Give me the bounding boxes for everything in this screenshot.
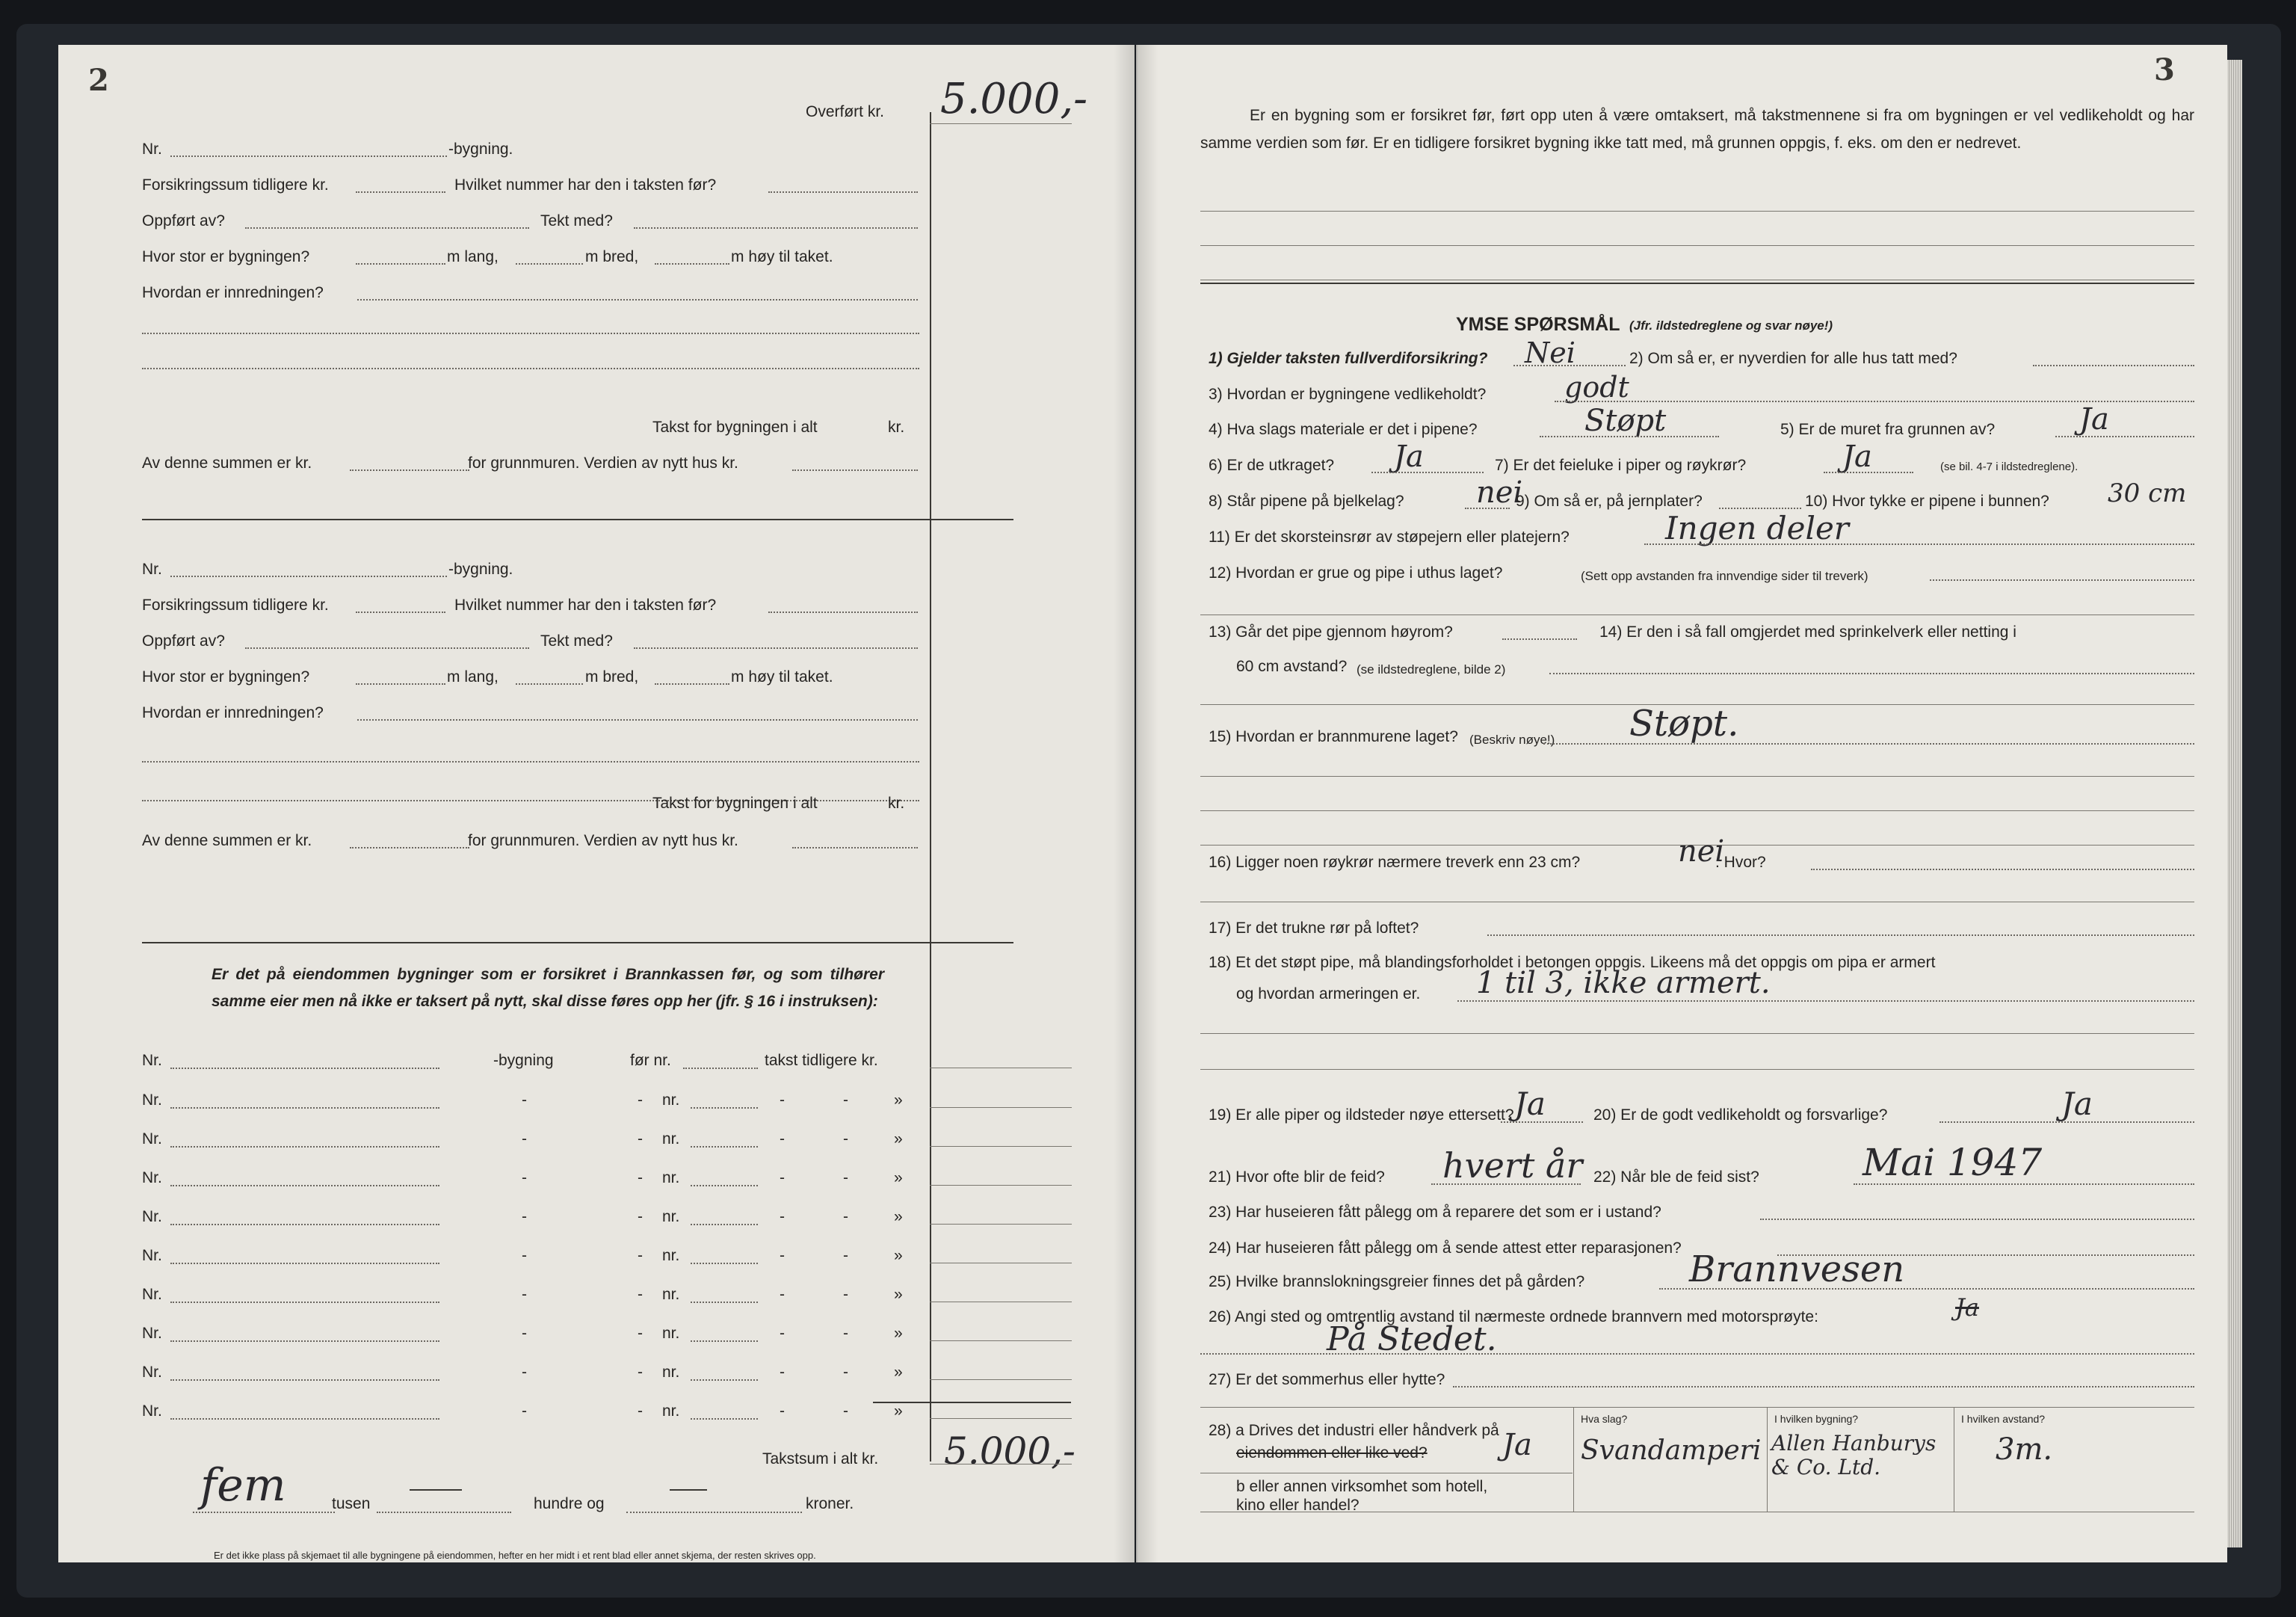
a10: 30 cm <box>2108 478 2187 508</box>
col-for-nr: før nr. <box>630 1052 671 1069</box>
row-quote: » <box>894 1325 903 1342</box>
q28b: b eller annen virksomhet som hotell, <box>1236 1478 1488 1495</box>
innredning-label: Hvordan er innredningen? <box>142 704 324 721</box>
row-nr: Nr. <box>142 1364 162 1381</box>
a16: nei <box>1678 834 1725 869</box>
row-dash: - <box>522 1402 527 1420</box>
a26-struck: Ja <box>1955 1293 1979 1322</box>
hvor-stor-label: Hvor stor er bygningen? <box>142 668 310 686</box>
q8: 8) Står pipene på bjelkelag? <box>1209 493 1404 510</box>
row-dots <box>170 1224 439 1225</box>
row-amount-line <box>930 1107 1072 1108</box>
takstsum-value: 5.000,- <box>944 1429 1076 1473</box>
takstsum-label: Takstsum i alt kr. <box>762 1450 879 1467</box>
row-dash: - <box>638 1247 643 1264</box>
row-dash: - <box>843 1402 848 1420</box>
row-dash: - <box>780 1169 785 1186</box>
row-dots <box>691 1418 758 1420</box>
row-dash: - <box>638 1325 643 1342</box>
row-dash: - <box>843 1091 848 1109</box>
row-dots <box>691 1340 758 1342</box>
a21: hvert år <box>1442 1145 1583 1186</box>
overfort-label: Overført kr. <box>806 103 884 120</box>
row-dash: - <box>843 1286 848 1303</box>
hvor-stor-label: Hvor stor er bygningen? <box>142 248 310 265</box>
m-bred-label: m bred, <box>585 668 639 686</box>
kroner-label: kroner. <box>806 1495 854 1512</box>
q13: 13) Går det pipe gjennom høyrom? <box>1209 623 1453 641</box>
row-nr: Nr. <box>142 1286 162 1303</box>
a19: Ja <box>1514 1085 1546 1122</box>
row-nr-short: nr. <box>662 1247 680 1264</box>
row-dash: - <box>638 1402 643 1420</box>
q2: 2) Om så er, er nyverdien for alle hus tatt med? <box>1629 350 1957 367</box>
a28-hva: Svandamperi <box>1581 1435 1762 1466</box>
row-dots <box>691 1379 758 1381</box>
page-number: 2 <box>88 63 109 98</box>
row-quote: » <box>894 1208 903 1225</box>
q11: 11) Er det skorsteinsrør av støpejern eller platejern? <box>1209 529 1570 546</box>
row-dots <box>170 1263 439 1264</box>
tusen-label: tusen <box>332 1495 371 1512</box>
row-dots <box>691 1107 758 1109</box>
row-amount-line <box>930 1185 1072 1186</box>
row-dash: - <box>522 1208 527 1225</box>
a25: Brannvesen <box>1689 1248 1905 1290</box>
a26: På Stedet. <box>1327 1320 1497 1358</box>
row-dash: - <box>522 1364 527 1381</box>
q16: 16) Ligger noen røykrør nærmere treverk enn 23 cm? <box>1209 854 1581 871</box>
row-amount-line <box>930 1224 1072 1225</box>
a3: godt <box>1564 371 1629 404</box>
row-dash: - <box>843 1169 848 1186</box>
row-dash: - <box>638 1286 643 1303</box>
nr-label: Nr. <box>142 141 162 158</box>
a20: Ja <box>2061 1085 2093 1122</box>
intro-paragraph: Er en bygning som er forsikret før, ført opp uten å være omtaksert, må takstmennene si fra om bygningen er vel vedlikeholdt og har samme verdien som før. Er en tidligere forsikret bygning ikke tatt med, må grunnen oppgis, f. eks. om den er nedrevet. <box>1200 107 2194 152</box>
q19: 19) Er alle piper og ildsteder nøye ettersett? <box>1209 1106 1514 1124</box>
row-nr-short: nr. <box>662 1402 680 1420</box>
q23: 23) Har huseieren fått pålegg om å reparere det som er i ustand? <box>1209 1204 1661 1221</box>
q20: 20) Er de godt vedlikeholdt og forsvarlige? <box>1593 1106 1888 1124</box>
tekt-label: Tekt med? <box>540 632 613 650</box>
row-dash: - <box>780 1247 785 1264</box>
left-page <box>58 45 1135 1562</box>
a18: 1 til 3, ikke armert. <box>1476 966 1771 1000</box>
q4: 4) Hva slags materiale er det i pipene? <box>1209 421 1478 438</box>
q5: 5) Er de muret fra grunnen av? <box>1780 421 1996 438</box>
row-dash: - <box>780 1325 785 1342</box>
row-quote: » <box>894 1364 903 1381</box>
footnote: Er det ikke plass på skjemaet til alle bygningene på eiendommen, hefter en her midt i et rent blad eller annet skjema, der resten skrives opp. <box>214 1550 816 1561</box>
q27: 27) Er det sommerhus eller hytte? <box>1209 1371 1445 1388</box>
row-dots <box>170 1185 439 1186</box>
row-nr-short: nr. <box>662 1364 680 1381</box>
row-dash: - <box>522 1169 527 1186</box>
row-amount-line <box>930 1379 1072 1380</box>
row-dash: - <box>843 1325 848 1342</box>
q22: 22) Når ble de feid sist? <box>1593 1168 1759 1186</box>
oppfort-label: Oppført av? <box>142 632 225 650</box>
q17: 17) Er det trukne rør på loftet? <box>1209 920 1419 937</box>
q12-note: (Sett opp avstanden fra innvendige sider til treverk) <box>1581 569 1868 583</box>
row-dash: - <box>638 1091 643 1109</box>
page-edges <box>2227 60 2242 1547</box>
q24: 24) Har huseieren fått pålegg om å sende attest etter reparasjonen? <box>1209 1239 1682 1257</box>
row-nr-short: nr. <box>662 1286 680 1303</box>
q9: 9) Om så er, på jernplater? <box>1516 493 1703 510</box>
a22: Mai 1947 <box>1863 1141 2043 1184</box>
row-dash: - <box>780 1130 785 1148</box>
col-bygning: -bygning <box>493 1052 554 1069</box>
row-dash: - <box>780 1208 785 1225</box>
amount-column-line <box>930 112 931 1462</box>
row-nr: Nr. <box>142 1130 162 1148</box>
row-amount-line <box>930 1146 1072 1147</box>
section-intro: Er det på eiendommen bygninger som er forsikret i Brannkassen før, og som tilhører samme eier men nå ikke er taksert på nytt, skal disse føres opp her (jfr. § 16 i instruksen): <box>212 966 884 1010</box>
q7: 7) Er det feieluke i piper og røykrør? <box>1495 457 1747 474</box>
row-nr-short: nr. <box>662 1325 680 1342</box>
forsikring-label: Forsikringssum tidligere kr. <box>142 597 329 614</box>
a28-bygning: Allen Hanburys & Co. Ltd. <box>1771 1431 1937 1479</box>
nr-label: Nr. <box>142 561 162 578</box>
row-dots <box>170 1418 439 1420</box>
row-dash: - <box>522 1286 527 1303</box>
row-dots <box>170 1302 439 1303</box>
q28a2: eiendommen eller like ved? <box>1236 1444 1428 1462</box>
a8: nei <box>1476 475 1523 510</box>
a28-avstand: 3m. <box>1996 1432 2053 1467</box>
q10: 10) Hvor tykke er pipene i bunnen? <box>1805 493 2049 510</box>
q25: 25) Hvilke brannslokningsgreier finnes det på gården? <box>1209 1273 1585 1290</box>
row-nr: Nr. <box>142 1169 162 1186</box>
takst-label: Takst for bygningen i alt <box>652 795 818 812</box>
row-nr: Nr. <box>142 1247 162 1264</box>
a7: Ja <box>1842 440 1872 474</box>
divider <box>142 519 1013 520</box>
m-bred-label: m bred, <box>585 248 639 265</box>
av-denne-label: Av denne summen er kr. <box>142 832 312 849</box>
takst-kr: kr. <box>888 419 905 436</box>
a4: Støpt <box>1584 404 1667 438</box>
page-number: 3 <box>2154 52 2175 87</box>
row-dash: - <box>638 1130 643 1148</box>
q1: 1) Gjelder taksten fullverdiforsikring? <box>1209 350 1488 367</box>
row-dots <box>691 1185 758 1186</box>
row-dash: - <box>522 1247 527 1264</box>
q16b: . Hvor? <box>1715 854 1766 871</box>
row-dash: - <box>843 1247 848 1264</box>
innredning-label: Hvordan er innredningen? <box>142 284 324 301</box>
row-nr: Nr. <box>142 1402 162 1420</box>
hvilket-label: Hvilket nummer har den i taksten før? <box>454 176 717 194</box>
bygning-label: -bygning. <box>448 561 513 578</box>
overfort-value: 5.000,- <box>940 75 1088 123</box>
q28a: 28) a Drives det industri eller håndverk på <box>1209 1422 1499 1439</box>
q28b2: kino eller handel? <box>1236 1497 1360 1514</box>
q18: 18) Et det støpt pipe, må blandingsforholdet i betongen oppgis. Likeens må det oppgis om pipa er armert <box>1209 954 1936 971</box>
row-dash: - <box>522 1091 527 1109</box>
takst-kr: kr. <box>888 795 905 812</box>
q3: 3) Hvordan er bygningene vedlikeholdt? <box>1209 386 1487 403</box>
col-bygning: I hvilken bygning? <box>1774 1413 1859 1425</box>
a28a: Ja <box>1502 1428 1532 1462</box>
divider <box>142 942 1013 943</box>
m-hoy-label: m høy til taket. <box>731 248 833 265</box>
q26: 26) Angi sted og omtrentlig avstand til nærmeste ordnede brannvern med motorsprøyte: <box>1209 1308 1818 1325</box>
row-nr: Nr. <box>142 1325 162 1342</box>
bygning-label: -bygning. <box>448 141 513 158</box>
row-dash: - <box>843 1208 848 1225</box>
row-dots <box>691 1224 758 1225</box>
row-dots <box>170 1146 439 1148</box>
av-denne-label: Av denne summen er kr. <box>142 455 312 472</box>
q15: 15) Hvordan er brannmurene laget? <box>1209 728 1458 745</box>
row-dash: - <box>522 1325 527 1342</box>
col-hva: Hva slag? <box>1581 1413 1628 1425</box>
row-dash: - <box>638 1208 643 1225</box>
q14: 14) Er den i så fall omgjerdet med sprinkelverk eller netting i <box>1599 623 2016 641</box>
row-dots <box>691 1302 758 1303</box>
tekt-label: Tekt med? <box>540 212 613 230</box>
q7-note: (se bil. 4-7 i ildstedreglene). <box>1940 461 2079 473</box>
q15-note: (Beskriv nøye!) <box>1469 733 1555 747</box>
row-nr: Nr. <box>142 1091 162 1109</box>
row-nr-short: nr. <box>662 1091 680 1109</box>
row-nr-short: nr. <box>662 1169 680 1186</box>
oppfort-label: Oppført av? <box>142 212 225 230</box>
a1: Nei <box>1525 336 1576 369</box>
row-dots <box>170 1340 439 1342</box>
row-nr-short: nr. <box>662 1130 680 1148</box>
q12: 12) Hvordan er grue og pipe i uthus laget? <box>1209 564 1503 582</box>
a11: Ingen deler <box>1665 510 1849 546</box>
row-dash: - <box>780 1091 785 1109</box>
book-gutter <box>1114 45 1158 1562</box>
hundre-label: hundre og <box>534 1495 605 1512</box>
q14b: 60 cm avstand? <box>1236 658 1348 675</box>
q14-note: (se ildstedreglene, bilde 2) <box>1357 662 1506 677</box>
takst-label: Takst for bygningen i alt <box>652 419 818 436</box>
a5: Ja <box>2079 402 2109 437</box>
row-quote: » <box>894 1247 903 1264</box>
row-dash: - <box>780 1286 785 1303</box>
col-nr: Nr. <box>142 1052 162 1069</box>
row-dash: - <box>843 1364 848 1381</box>
a15: Støpt. <box>1629 703 1739 745</box>
row-dash: - <box>522 1130 527 1148</box>
row-dash: - <box>780 1402 785 1420</box>
tusen-value: fem <box>200 1459 286 1512</box>
col-avstand: I hvilken avstand? <box>1961 1413 2046 1425</box>
q6: 6) Er de utkraget? <box>1209 457 1335 474</box>
row-dash: - <box>638 1364 643 1381</box>
row-dots <box>691 1146 758 1148</box>
a6: Ja <box>1394 440 1424 474</box>
row-dots <box>170 1107 439 1109</box>
hvilket-label: Hvilket nummer har den i taksten før? <box>454 597 717 614</box>
row-nr: Nr. <box>142 1208 162 1225</box>
m-hoy-label: m høy til taket. <box>731 668 833 686</box>
heading-note: (Jfr. ildstedreglene og svar nøye!) <box>1629 318 1833 333</box>
row-quote: » <box>894 1169 903 1186</box>
row-amount-line <box>930 1340 1072 1341</box>
col-takst: takst tidligere kr. <box>765 1052 878 1069</box>
forsikring-label: Forsikringssum tidligere kr. <box>142 176 329 194</box>
q21: 21) Hvor ofte blir de feid? <box>1209 1168 1385 1186</box>
row-nr-short: nr. <box>662 1208 680 1225</box>
grunnmur-label: for grunnmuren. Verdien av nytt hus kr. <box>468 832 738 849</box>
row-dots <box>691 1263 758 1264</box>
q18b: og hvordan armeringen er. <box>1236 985 1421 1002</box>
row-dots <box>170 1379 439 1381</box>
row-quote: » <box>894 1402 903 1420</box>
row-quote: » <box>894 1130 903 1148</box>
row-dash: - <box>843 1130 848 1148</box>
grunnmur-label: for grunnmuren. Verdien av nytt hus kr. <box>468 455 738 472</box>
right-page <box>1136 45 2227 1562</box>
row-quote: » <box>894 1286 903 1303</box>
row-amount-line <box>930 1418 1072 1419</box>
heading: YMSE SPØRSMÅL <box>1456 314 1620 335</box>
row-dash: - <box>780 1364 785 1381</box>
m-lang-label: m lang, <box>447 248 499 265</box>
row-quote: » <box>894 1091 903 1109</box>
row-dash: - <box>638 1169 643 1186</box>
m-lang-label: m lang, <box>447 668 499 686</box>
